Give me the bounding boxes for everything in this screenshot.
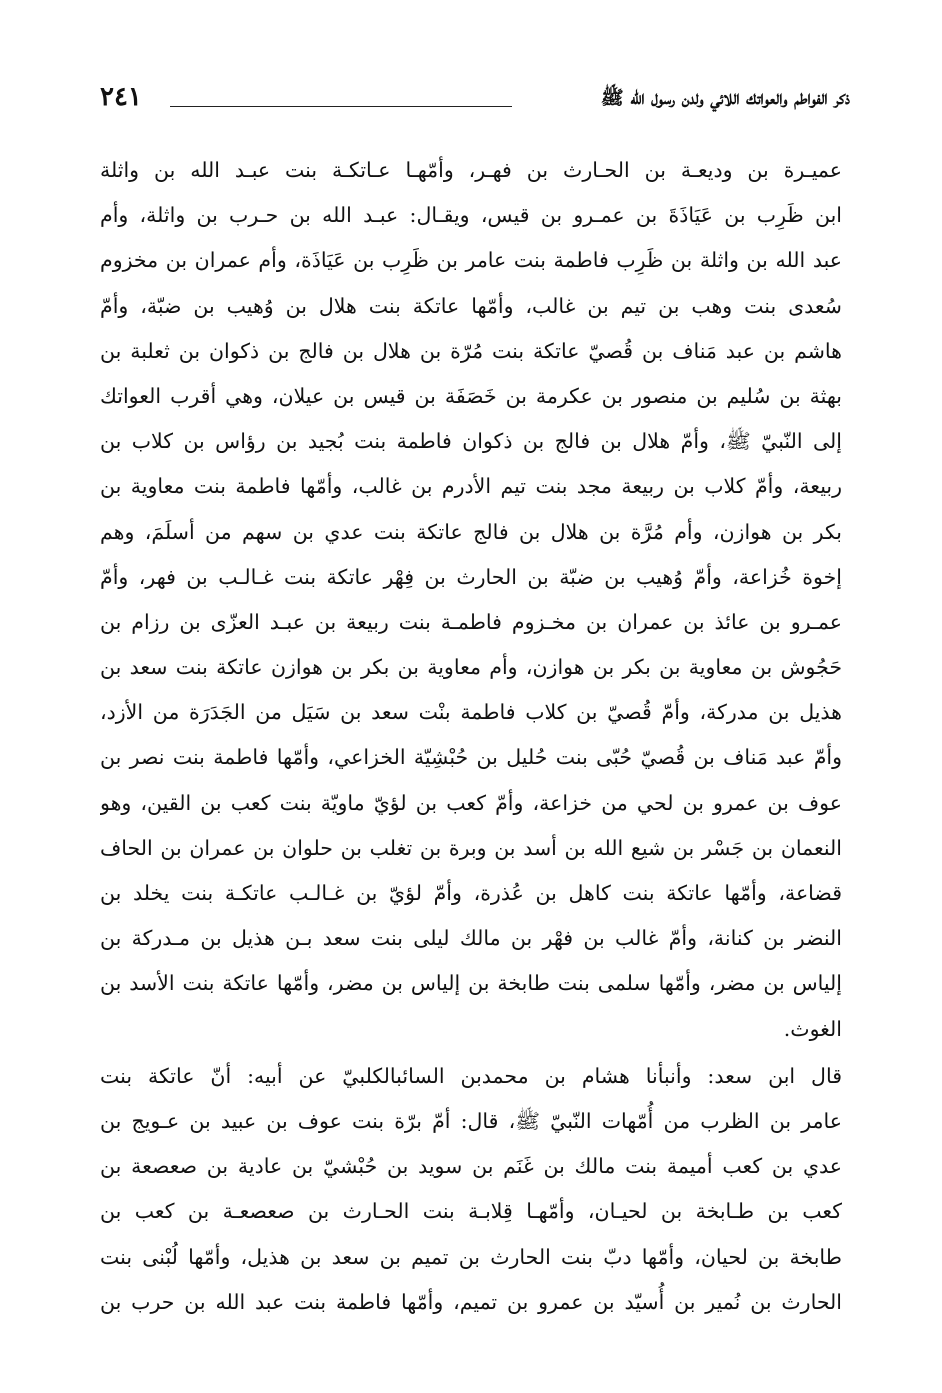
text-line: ابن ظَرِب بن عَيَاذَةَ بن عمـرو بن قيس، ويقـال: عبـد الله بن حـرب بن واثلة، وأم (100, 203, 842, 228)
text-line-last: الغوث. (783, 1016, 842, 1041)
text-line: الحارث بن نُمير بن أُسيّد بن عمرو بن تميم، وأمّها فاطمة بنت عبد الله بن حرب بن (100, 1289, 842, 1314)
text-line: عميـرة بن وديعـة بن الحـارث بن فهـر، وأمّهـا عـاتكـة بنت عبـد الله بن واثلة (100, 158, 842, 182)
text-line: إلى النّبيّ ﷺ، وأمّ هلال بن فالج بن ذكوان فاطمة بنت بُجيد بن رؤاس بن كلاب بن (100, 429, 842, 454)
text-line: عمـرو بن عائذ بن عمران بن مخـزوم فاطمـة بنت ربيعة بن عبـد العزّى بن رزام بن (100, 609, 842, 634)
header-rule (170, 106, 512, 107)
paragraph-1 (100, 148, 842, 1052)
page-number: ٢٤١ (100, 82, 142, 112)
text-line: قضاعة، وأمّها عاتكة بنت كاهل بن عُذرة، وأمّ لؤيّ بن غـالـب عاتكـة بنت يخلد بن (100, 881, 842, 905)
text-line: عوف بن عمرو بن لحي من خزاعة، وأمّ كعب بن لؤيّ ماويّة بنت كعب بن القين، وهو (100, 790, 842, 815)
text-line: هذيل بن مدركة، وأمّ قُصيّ بن كلاب فاطمة بنْت سعد بن سَيَل من الجَدَرَة من الأزد، (100, 700, 842, 725)
body-text (100, 148, 842, 1325)
text-line: ربيعة، وأمّ كلاب بن ربيعة مجد بنت تيم الأدرم بن غالب، وأمّها فاطمة بنت معاوية بن (100, 474, 842, 499)
text-line: عامر بن الظرب من أُمّهات النّبيّ ﷺ، قال: أمّ برّة بنت عوف بن عبيد بن عـويج بن (100, 1108, 842, 1133)
text-line: بهثة بن سُليم بن منصور بن عكرمة بن خَصَفَة بن قيس بن عيلان، وهي أقرب العواتك (100, 383, 842, 408)
text-line: النضر بن كنانة، وأمّ غالب بن فهْر بن مالك ليلى بنت سعد بـن هذيل بن مـدركة بن (100, 926, 842, 951)
text-line: طابخة بن لحيان، وأمّها دبّ بنت الحارث بن تميم بن سعد بن هذيل، وأمّها لُبْنى بنت (100, 1244, 842, 1269)
text-line: حَجُوش بن معاوية بن بكر بن هوازن، وأم معاوية بن بكر بن هوازن عاتكة بنت سعد بن (100, 655, 842, 680)
text-line: كعب بن طـابخة بن لحيـان، وأمّهـا قِلابـة بنت الحـارث بن صعصعـة بن كعب بن (100, 1199, 842, 1224)
text-line: إلياس بن مضر، وأمّها سلمى بنت طابخة بن إلياس بن مضر، وأمّها عاتكة بنت الأسد بن (100, 971, 842, 996)
text-line: النعمان بن جَسْر بن شيع الله بن أسد بن وبرة بن تغلب بن حلوان بن عمران بن الحاف (100, 835, 842, 860)
text-line: عدي بن كعب أميمة بنت مالك بن غَنَم بن سويد بن حُبْشيّ بن عادية بن صعصعة بن (100, 1154, 842, 1179)
text-line: بكر بن هوازن، وأم مُرَّة بن هلال بن فالج عاتكة بنت عدي بن سهم من أسلَمَ، وهم (100, 519, 842, 544)
running-title: ذكر الفواطم والعواتك اللائي ولدن رسول الله ﷺ (600, 87, 850, 109)
text-line: هاشم بن عبد مَناف بن قُصيّ عاتكة بنت مُرّة بن هلال بن فالج بن ذكوان بن ثعلبة بن (100, 338, 842, 363)
text-line: وأمّ عبد مَناف بن قُصيّ حُبّى بنت حُليل بن حُبْشِيّة الخزاعي، وأمّها فاطمة بنت نصر بن (100, 745, 842, 770)
text-line: سُعدى بنت وهب بن تيم بن غالب، وأمّها عاتكة بنت هلال بن وُهيب بن ضبّة، وأمّ (100, 293, 842, 318)
page-header (100, 84, 850, 124)
text-line: عبد الله بن واثلة بن ظَرِب فاطمة بنت عامر بن ظَرِب بن عَيَاذَة، وأم عمران بن مخزوم (100, 248, 842, 273)
text-line: قال ابن سعد: وأنبأنا هشام بن محمدبن السائبالكلبيّ عن أبيه: أنّ عاتكة بنت (100, 1063, 842, 1088)
paragraph-2 (100, 1054, 842, 1325)
text-line: إخوة خُزاعة، وأمّ وُهيب بن ضبّة بن الحارث بن فِهْر عاتكة بنت غـالـب بن فهر، وأمّ (100, 564, 842, 589)
